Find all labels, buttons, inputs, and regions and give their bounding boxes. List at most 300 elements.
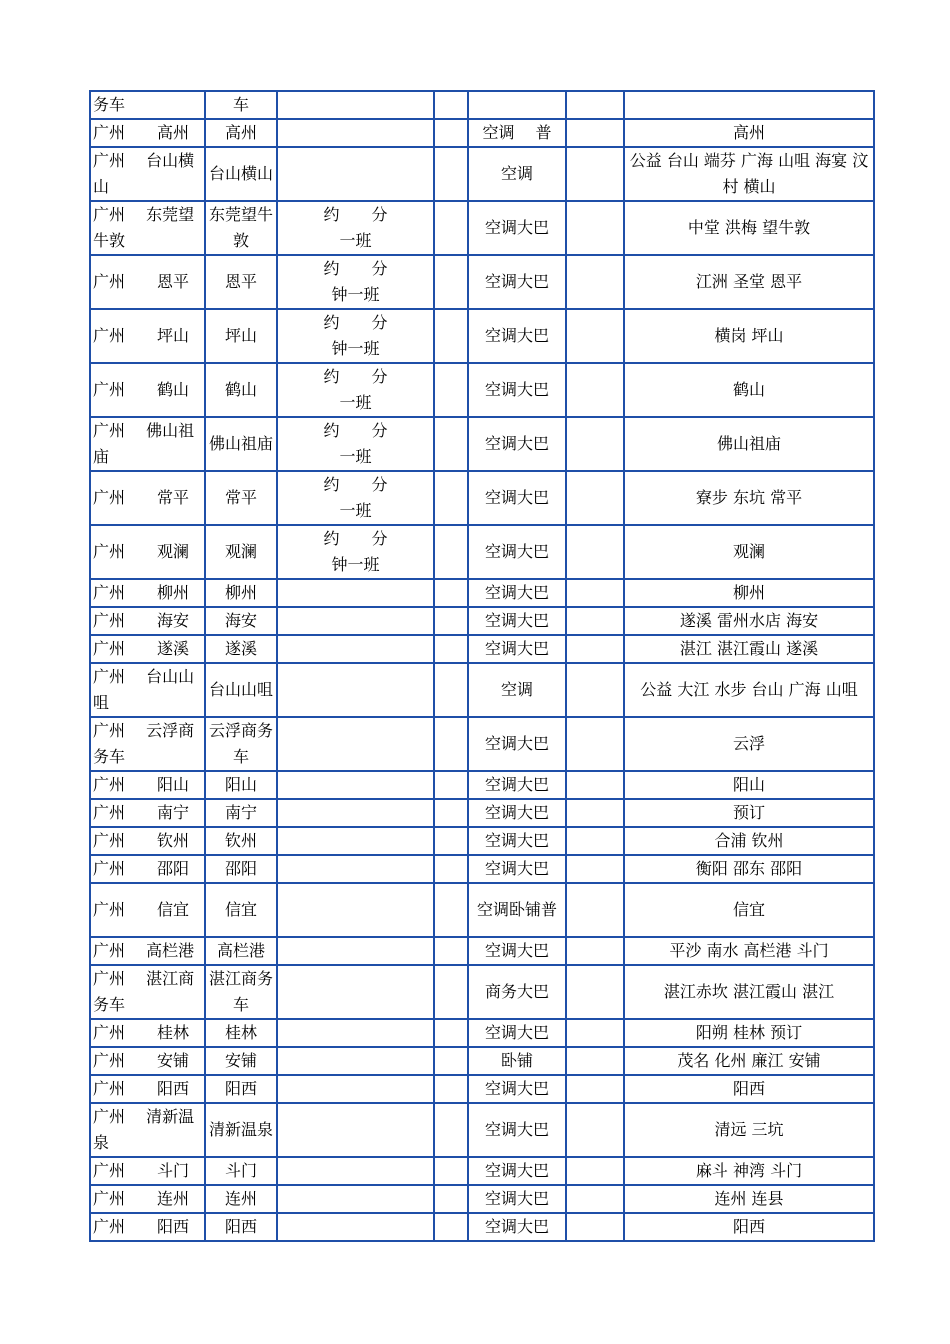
bus-type-cell [468,119,566,147]
via-stops-cell [624,1157,874,1185]
blank-cell [434,937,468,965]
route-text: 广州 湛江商务车 [93,969,195,1014]
destination-cell [205,1213,277,1241]
destination-text: 南宁 [224,803,257,822]
via-stops-cell [624,883,874,937]
bus-type-text: 空调大巴 [484,326,549,345]
frequency-cell [277,417,434,471]
blank-cell [434,255,468,309]
bus-type-text: 空调大巴 [484,218,549,237]
frequency-cell [277,827,434,855]
table-row [90,1047,874,1075]
blank-cell [566,91,624,119]
frequency-cell [277,471,434,525]
via-stops-cell [624,635,874,663]
route-cell [90,1019,205,1047]
bus-type-text: 空调大巴 [484,583,549,602]
route-cell [90,1157,205,1185]
route-text: 务车 [93,95,126,114]
via-stops-text: 横岗 坪山 [714,326,784,345]
blank-cell [566,799,624,827]
frequency-cell [277,579,434,607]
bus-type-cell [468,1185,566,1213]
blank-cell [566,1185,624,1213]
bus-type-cell [468,1047,566,1075]
route-text: 广州 高栏港 [93,941,195,960]
destination-text: 海安 [224,611,257,630]
destination-text: 清新温泉 [208,1120,273,1139]
via-stops-text: 阳西 [732,1217,765,1236]
blank-cell [566,417,624,471]
via-stops-text: 阳朔 桂林 预订 [695,1023,803,1042]
frequency-text: 约 分 钟一班 [323,259,388,304]
via-stops-text: 信宜 [732,900,765,919]
bus-type-cell [468,799,566,827]
frequency-cell [277,525,434,579]
destination-cell [205,255,277,309]
blank-cell [566,1213,624,1241]
via-stops-text: 衡阳 邵东 邵阳 [695,859,803,878]
via-stops-text: 观澜 [732,542,765,561]
frequency-cell [277,937,434,965]
via-stops-cell [624,579,874,607]
bus-type-cell [468,827,566,855]
destination-text: 台山横山 [208,164,273,183]
destination-cell [205,471,277,525]
via-stops-text: 遂溪 雷州水店 海安 [679,611,819,630]
table-row [90,937,874,965]
route-text: 广州 桂林 [93,1023,190,1042]
blank-cell [434,147,468,201]
via-stops-text: 佛山祖庙 [716,434,781,453]
route-cell [90,855,205,883]
via-stops-cell [624,1075,874,1103]
bus-type-text: 空调大巴 [484,434,549,453]
bus-type-cell [468,255,566,309]
frequency-cell [277,363,434,417]
bus-type-text: 空调大巴 [484,272,549,291]
via-stops-cell [624,855,874,883]
bus-type-text: 空调大巴 [484,803,549,822]
route-text: 广州 遂溪 [93,639,190,658]
frequency-cell [277,965,434,1019]
destination-text: 邵阳 [224,859,257,878]
bus-type-text: 空调大巴 [484,1189,549,1208]
blank-cell [566,119,624,147]
via-stops-cell [624,255,874,309]
blank-cell [434,1047,468,1075]
table-row [90,855,874,883]
destination-text: 钦州 [224,831,257,850]
destination-text: 斗门 [224,1161,257,1180]
destination-text: 云浮商务车 [208,721,273,766]
destination-text: 阳西 [224,1079,257,1098]
route-cell [90,255,205,309]
bus-type-text: 空调大巴 [484,1079,549,1098]
bus-type-text: 空调大巴 [484,542,549,561]
route-cell [90,471,205,525]
blank-cell [434,1075,468,1103]
via-stops-text: 茂名 化州 廉江 安铺 [677,1051,821,1070]
via-stops-cell [624,1103,874,1157]
route-cell [90,119,205,147]
blank-cell [434,1019,468,1047]
route-cell [90,147,205,201]
bus-type-text: 卧铺 [500,1051,533,1070]
table-row [90,255,874,309]
table-row [90,607,874,635]
bus-type-cell [468,1157,566,1185]
route-text: 广州 东莞望牛敦 [93,205,195,250]
via-stops-text: 阳山 [732,775,765,794]
frequency-cell [277,855,434,883]
via-stops-cell [624,147,874,201]
destination-cell [205,309,277,363]
bus-type-text: 空调大巴 [484,611,549,630]
destination-cell [205,91,277,119]
route-cell [90,1075,205,1103]
bus-type-text: 空调大巴 [484,775,549,794]
frequency-text: 约 分 一班 [323,421,388,466]
via-stops-cell [624,1213,874,1241]
frequency-text: 约 分 一班 [323,475,388,520]
destination-text: 东莞望牛敦 [208,205,273,250]
frequency-cell [277,883,434,937]
bus-type-cell [468,717,566,771]
blank-cell [434,663,468,717]
blank-cell [434,883,468,937]
route-cell [90,937,205,965]
via-stops-text: 湛江赤坎 湛江霞山 湛江 [663,982,835,1001]
bus-type-text: 空调大巴 [484,1023,549,1042]
destination-text: 桂林 [224,1023,257,1042]
table-row [90,147,874,201]
via-stops-text: 寮步 东坑 常平 [695,488,803,507]
route-text: 广州 坪山 [93,326,190,345]
destination-cell [205,799,277,827]
table-row [90,663,874,717]
blank-cell [566,635,624,663]
route-text: 广州 邵阳 [93,859,190,878]
blank-cell [566,147,624,201]
via-stops-cell [624,201,874,255]
via-stops-cell [624,91,874,119]
route-cell [90,417,205,471]
destination-text: 遂溪 [224,639,257,658]
blank-cell [566,1075,624,1103]
route-cell [90,201,205,255]
blank-cell [566,579,624,607]
bus-type-cell [468,1103,566,1157]
blank-cell [566,1103,624,1157]
frequency-cell [277,201,434,255]
frequency-cell [277,1157,434,1185]
bus-type-text: 空调大巴 [484,488,549,507]
destination-cell [205,1047,277,1075]
blank-cell [566,471,624,525]
frequency-cell [277,91,434,119]
route-text: 广州 台山横山 [93,151,195,196]
via-stops-text: 江洲 圣堂 恩平 [695,272,803,291]
bus-type-cell [468,937,566,965]
destination-cell [205,883,277,937]
blank-cell [566,525,624,579]
route-cell [90,965,205,1019]
table-row [90,1075,874,1103]
via-stops-cell [624,827,874,855]
destination-cell [205,1157,277,1185]
destination-text: 柳州 [224,583,257,602]
route-text: 广州 观澜 [93,542,190,561]
bus-type-text: 空调大巴 [484,1217,549,1236]
destination-cell [205,965,277,1019]
destination-text: 鹤山 [224,380,257,399]
route-text: 广州 南宁 [93,803,190,822]
route-text: 广州 连州 [93,1189,190,1208]
route-cell [90,771,205,799]
destination-text: 恩平 [224,272,257,291]
table-row [90,965,874,1019]
route-cell [90,799,205,827]
via-stops-cell [624,607,874,635]
blank-cell [566,717,624,771]
route-cell [90,579,205,607]
route-text: 广州 恩平 [93,272,190,291]
route-text: 广州 佛山祖庙 [93,421,195,466]
blank-cell [434,309,468,363]
via-stops-cell [624,525,874,579]
frequency-cell [277,1047,434,1075]
bus-type-cell [468,1213,566,1241]
route-text: 广州 阳西 [93,1079,190,1098]
via-stops-cell [624,663,874,717]
blank-cell [566,607,624,635]
destination-cell [205,663,277,717]
via-stops-text: 云浮 [732,734,765,753]
destination-cell [205,1103,277,1157]
table-row [90,1103,874,1157]
via-stops-cell [624,309,874,363]
destination-cell [205,827,277,855]
bus-type-text: 空调 [500,680,533,699]
via-stops-text: 公益 大江 水步 台山 广海 山咀 [640,680,858,699]
bus-type-cell [468,635,566,663]
blank-cell [566,937,624,965]
via-stops-cell [624,119,874,147]
destination-cell [205,525,277,579]
frequency-cell [277,799,434,827]
blank-cell [566,363,624,417]
route-cell [90,525,205,579]
table-row [90,91,874,119]
frequency-cell [277,607,434,635]
blank-cell [566,309,624,363]
via-stops-text: 连州 连县 [714,1189,784,1208]
route-cell [90,309,205,363]
frequency-cell [277,635,434,663]
table-row [90,883,874,937]
route-text: 广州 台山山咀 [93,667,195,712]
destination-cell [205,1075,277,1103]
via-stops-text: 湛江 湛江霞山 遂溪 [679,639,819,658]
bus-type-text: 空调大巴 [484,859,549,878]
blank-cell [434,119,468,147]
via-stops-cell [624,471,874,525]
bus-type-cell [468,1075,566,1103]
frequency-cell [277,1213,434,1241]
frequency-text: 约 分 钟一班 [323,529,388,574]
route-cell [90,1213,205,1241]
via-stops-cell [624,1185,874,1213]
destination-text: 佛山祖庙 [208,434,273,453]
blank-cell [434,635,468,663]
destination-cell [205,635,277,663]
table-row [90,579,874,607]
destination-cell [205,717,277,771]
frequency-text: 约 分 钟一班 [323,313,388,358]
via-stops-cell [624,363,874,417]
table-row [90,119,874,147]
blank-cell [434,1213,468,1241]
via-stops-cell [624,1047,874,1075]
frequency-cell [277,119,434,147]
destination-cell [205,937,277,965]
via-stops-cell [624,937,874,965]
destination-cell [205,771,277,799]
route-text: 广州 阳西 [93,1217,190,1236]
destination-text: 高栏港 [216,941,265,960]
blank-cell [434,1185,468,1213]
destination-cell [205,1019,277,1047]
table-row [90,635,874,663]
blank-cell [566,965,624,1019]
via-stops-cell [624,965,874,1019]
route-cell [90,1185,205,1213]
bus-type-cell [468,771,566,799]
destination-text: 坪山 [224,326,257,345]
blank-cell [434,771,468,799]
route-cell [90,827,205,855]
destination-text: 车 [232,95,249,114]
bus-type-text: 空调卧铺普 [476,900,557,919]
table-row [90,309,874,363]
blank-cell [566,1047,624,1075]
route-text: 广州 安铺 [93,1051,190,1070]
blank-cell [434,965,468,1019]
destination-text: 湛江商务车 [208,969,273,1014]
bus-type-text: 空调大巴 [484,1120,549,1139]
table-row [90,1185,874,1213]
bus-type-text: 空调 [500,164,533,183]
bus-type-cell [468,579,566,607]
blank-cell [434,363,468,417]
bus-type-text: 空调大巴 [484,380,549,399]
destination-cell [205,607,277,635]
frequency-cell [277,1019,434,1047]
bus-type-cell [468,1019,566,1047]
bus-type-cell [468,965,566,1019]
frequency-cell [277,255,434,309]
blank-cell [566,827,624,855]
table-row [90,1213,874,1241]
destination-cell [205,119,277,147]
destination-cell [205,147,277,201]
frequency-cell [277,1075,434,1103]
route-text: 广州 云浮商务车 [93,721,195,766]
frequency-text: 约 分 一班 [323,367,388,412]
via-stops-text: 合浦 钦州 [714,831,784,850]
via-stops-text: 阳西 [732,1079,765,1098]
destination-text: 阳西 [224,1217,257,1236]
route-text: 广州 高州 [93,123,190,142]
frequency-text: 约 分 一班 [323,205,388,250]
route-cell [90,717,205,771]
bus-type-text: 商务大巴 [484,982,549,1001]
route-text: 广州 阳山 [93,775,190,794]
route-text: 广州 清新温泉 [93,1107,195,1152]
table-row [90,1157,874,1185]
blank-cell [434,717,468,771]
via-stops-cell [624,1019,874,1047]
blank-cell [434,1103,468,1157]
blank-cell [566,855,624,883]
route-text: 广州 斗门 [93,1161,190,1180]
route-text: 广州 钦州 [93,831,190,850]
frequency-cell [277,1103,434,1157]
via-stops-text: 鹤山 [732,380,765,399]
frequency-cell [277,717,434,771]
destination-text: 常平 [224,488,257,507]
table-row [90,417,874,471]
table-row [90,799,874,827]
frequency-cell [277,1185,434,1213]
via-stops-cell [624,799,874,827]
bus-type-text: 空调大巴 [484,831,549,850]
bus-route-table [89,90,875,1242]
route-text: 广州 鹤山 [93,380,190,399]
route-cell [90,1103,205,1157]
table-row [90,827,874,855]
destination-cell [205,201,277,255]
blank-cell [434,607,468,635]
bus-type-cell [468,417,566,471]
table-row [90,201,874,255]
bus-type-cell [468,363,566,417]
blank-cell [434,799,468,827]
via-stops-text: 麻斗 神湾 斗门 [695,1161,803,1180]
destination-cell [205,1185,277,1213]
frequency-cell [277,771,434,799]
bus-type-text: 空调大巴 [484,941,549,960]
table-row [90,771,874,799]
via-stops-text: 平沙 南水 高栏港 斗门 [669,941,829,960]
destination-text: 信宜 [224,900,257,919]
bus-type-cell [468,855,566,883]
via-stops-text: 高州 [732,123,765,142]
blank-cell [566,771,624,799]
blank-cell [434,471,468,525]
table-row [90,1019,874,1047]
blank-cell [434,579,468,607]
blank-cell [566,201,624,255]
bus-type-text: 空调 普 [482,123,552,142]
route-text: 广州 柳州 [93,583,190,602]
via-stops-text: 公益 台山 端芬 广海 山咀 海宴 汶村 横山 [629,151,869,196]
via-stops-cell [624,417,874,471]
route-text: 广州 常平 [93,488,190,507]
blank-cell [434,855,468,883]
bus-type-cell [468,471,566,525]
